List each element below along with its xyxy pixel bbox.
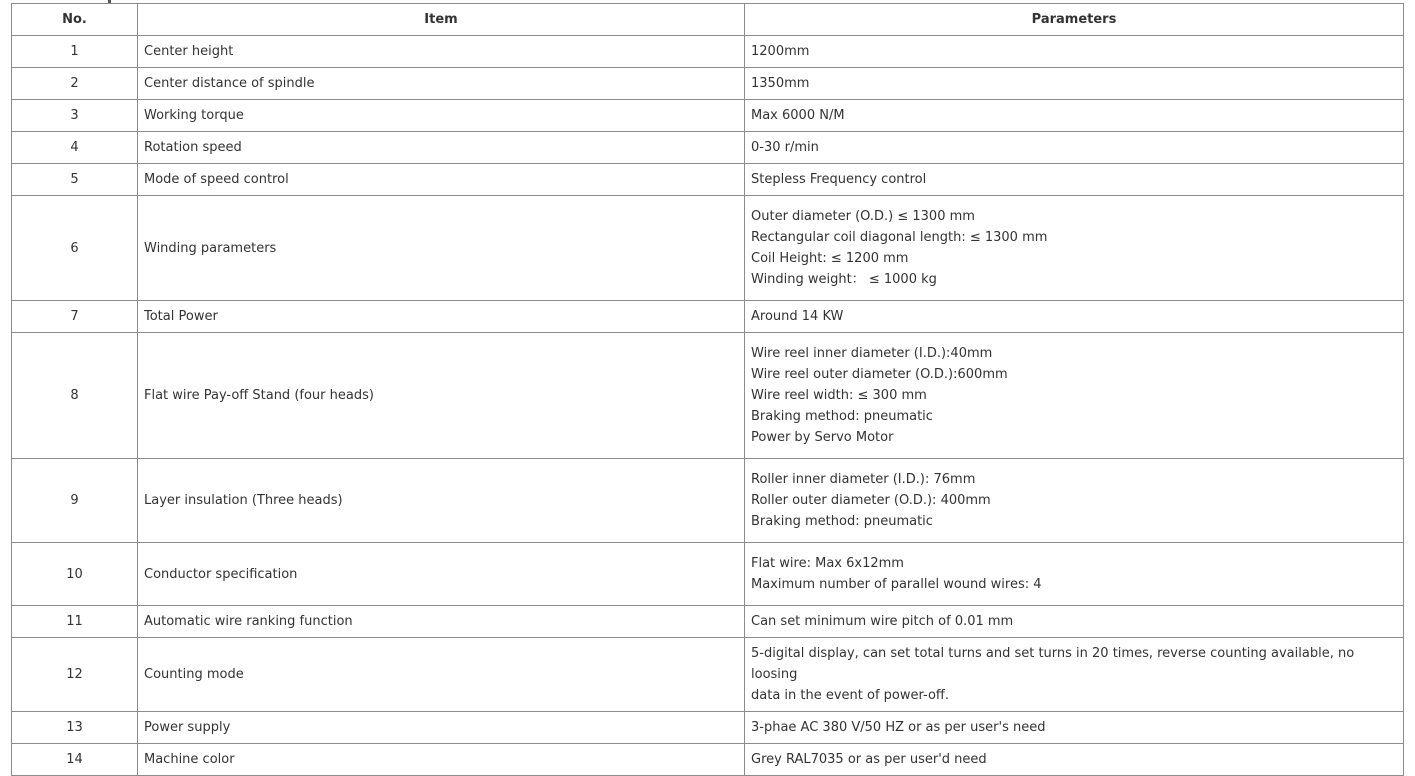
param-line: Maximum number of parallel wound wires: 4 (751, 577, 1042, 592)
row-no: 2 (12, 68, 138, 100)
row-item: Working torque (138, 100, 745, 132)
row-no: 13 (12, 712, 138, 744)
row-no: 11 (12, 606, 138, 638)
header-no: No. (12, 4, 138, 36)
row-item: Power supply (138, 712, 745, 744)
table-row (12, 100, 1404, 132)
param-line: Outer diameter (O.D.) ≤ 1300 mm (751, 209, 975, 224)
row-parameters (745, 543, 1404, 606)
table-row (12, 132, 1404, 164)
table-row (12, 36, 1404, 68)
row-parameters (745, 333, 1404, 459)
row-item: Total Power (138, 301, 745, 333)
param-line: Braking method: pneumatic (751, 514, 933, 529)
param-line: Wire reel outer diameter (O.D.):600mm (751, 367, 1008, 382)
table-row (12, 712, 1404, 744)
row-no: 5 (12, 164, 138, 196)
param-line: data in the event of power-off. (751, 688, 950, 703)
row-parameters: Can set minimum wire pitch of 0.01 mm (745, 606, 1404, 638)
row-no: 12 (12, 638, 138, 712)
row-item: Automatic wire ranking function (138, 606, 745, 638)
param-line: Braking method: pneumatic (751, 409, 933, 424)
row-parameters (745, 196, 1404, 301)
row-parameters: 1350mm (745, 68, 1404, 100)
row-item: Winding parameters (138, 196, 745, 301)
row-no: 4 (12, 132, 138, 164)
table-header-row (12, 4, 1404, 36)
table-row (12, 68, 1404, 100)
header-item: Item (138, 4, 745, 36)
table-row (12, 744, 1404, 776)
row-no: 6 (12, 196, 138, 301)
row-parameters: Max 6000 N/M (745, 100, 1404, 132)
table-row (12, 196, 1404, 301)
row-item: Center height (138, 36, 745, 68)
row-item: Center distance of spindle (138, 68, 745, 100)
row-parameters: 0-30 r/min (745, 132, 1404, 164)
row-item: Layer insulation (Three heads) (138, 459, 745, 543)
param-line: Flat wire: Max 6x12mm (751, 556, 904, 571)
row-no: 3 (12, 100, 138, 132)
row-parameters (745, 459, 1404, 543)
table-row (12, 301, 1404, 333)
table-row (12, 543, 1404, 606)
param-line: Roller outer diameter (O.D.): 400mm (751, 493, 991, 508)
row-no: 1 (12, 36, 138, 68)
param-line: 5-digital display, can set total turns and set turns in 20 times, reverse counting available, no loosing (751, 646, 1355, 682)
row-no: 9 (12, 459, 138, 543)
table-row (12, 459, 1404, 543)
row-no: 10 (12, 543, 138, 606)
row-parameters (745, 638, 1404, 712)
row-parameters: Stepless Frequency control (745, 164, 1404, 196)
table-row (12, 333, 1404, 459)
param-line: Wire reel width: ≤ 300 mm (751, 388, 927, 403)
row-parameters: 1200mm (745, 36, 1404, 68)
row-item: Counting mode (138, 638, 745, 712)
row-item: Conductor specification (138, 543, 745, 606)
row-no: 8 (12, 333, 138, 459)
header-parameters: Parameters (745, 4, 1404, 36)
parameters-table (11, 3, 1404, 776)
row-parameters: Around 14 KW (745, 301, 1404, 333)
param-line: Power by Servo Motor (751, 430, 894, 445)
row-item: Flat wire Pay-off Stand (four heads) (138, 333, 745, 459)
param-line: Rectangular coil diagonal length: ≤ 1300 mm (751, 230, 1048, 245)
row-parameters: 3-phae AC 380 V/50 HZ or as per user's need (745, 712, 1404, 744)
table-row (12, 638, 1404, 712)
row-item: Machine color (138, 744, 745, 776)
param-line: Roller inner diameter (I.D.): 76mm (751, 472, 976, 487)
param-line: Winding weight： ≤ 1000 kg (751, 272, 937, 287)
row-parameters: Grey RAL7035 or as per user'd need (745, 744, 1404, 776)
table-row (12, 164, 1404, 196)
row-no: 7 (12, 301, 138, 333)
row-item: Mode of speed control (138, 164, 745, 196)
row-item: Rotation speed (138, 132, 745, 164)
row-no: 14 (12, 744, 138, 776)
table-row (12, 606, 1404, 638)
param-line: Wire reel inner diameter (I.D.):40mm (751, 346, 993, 361)
param-line: Coil Height: ≤ 1200 mm (751, 251, 909, 266)
